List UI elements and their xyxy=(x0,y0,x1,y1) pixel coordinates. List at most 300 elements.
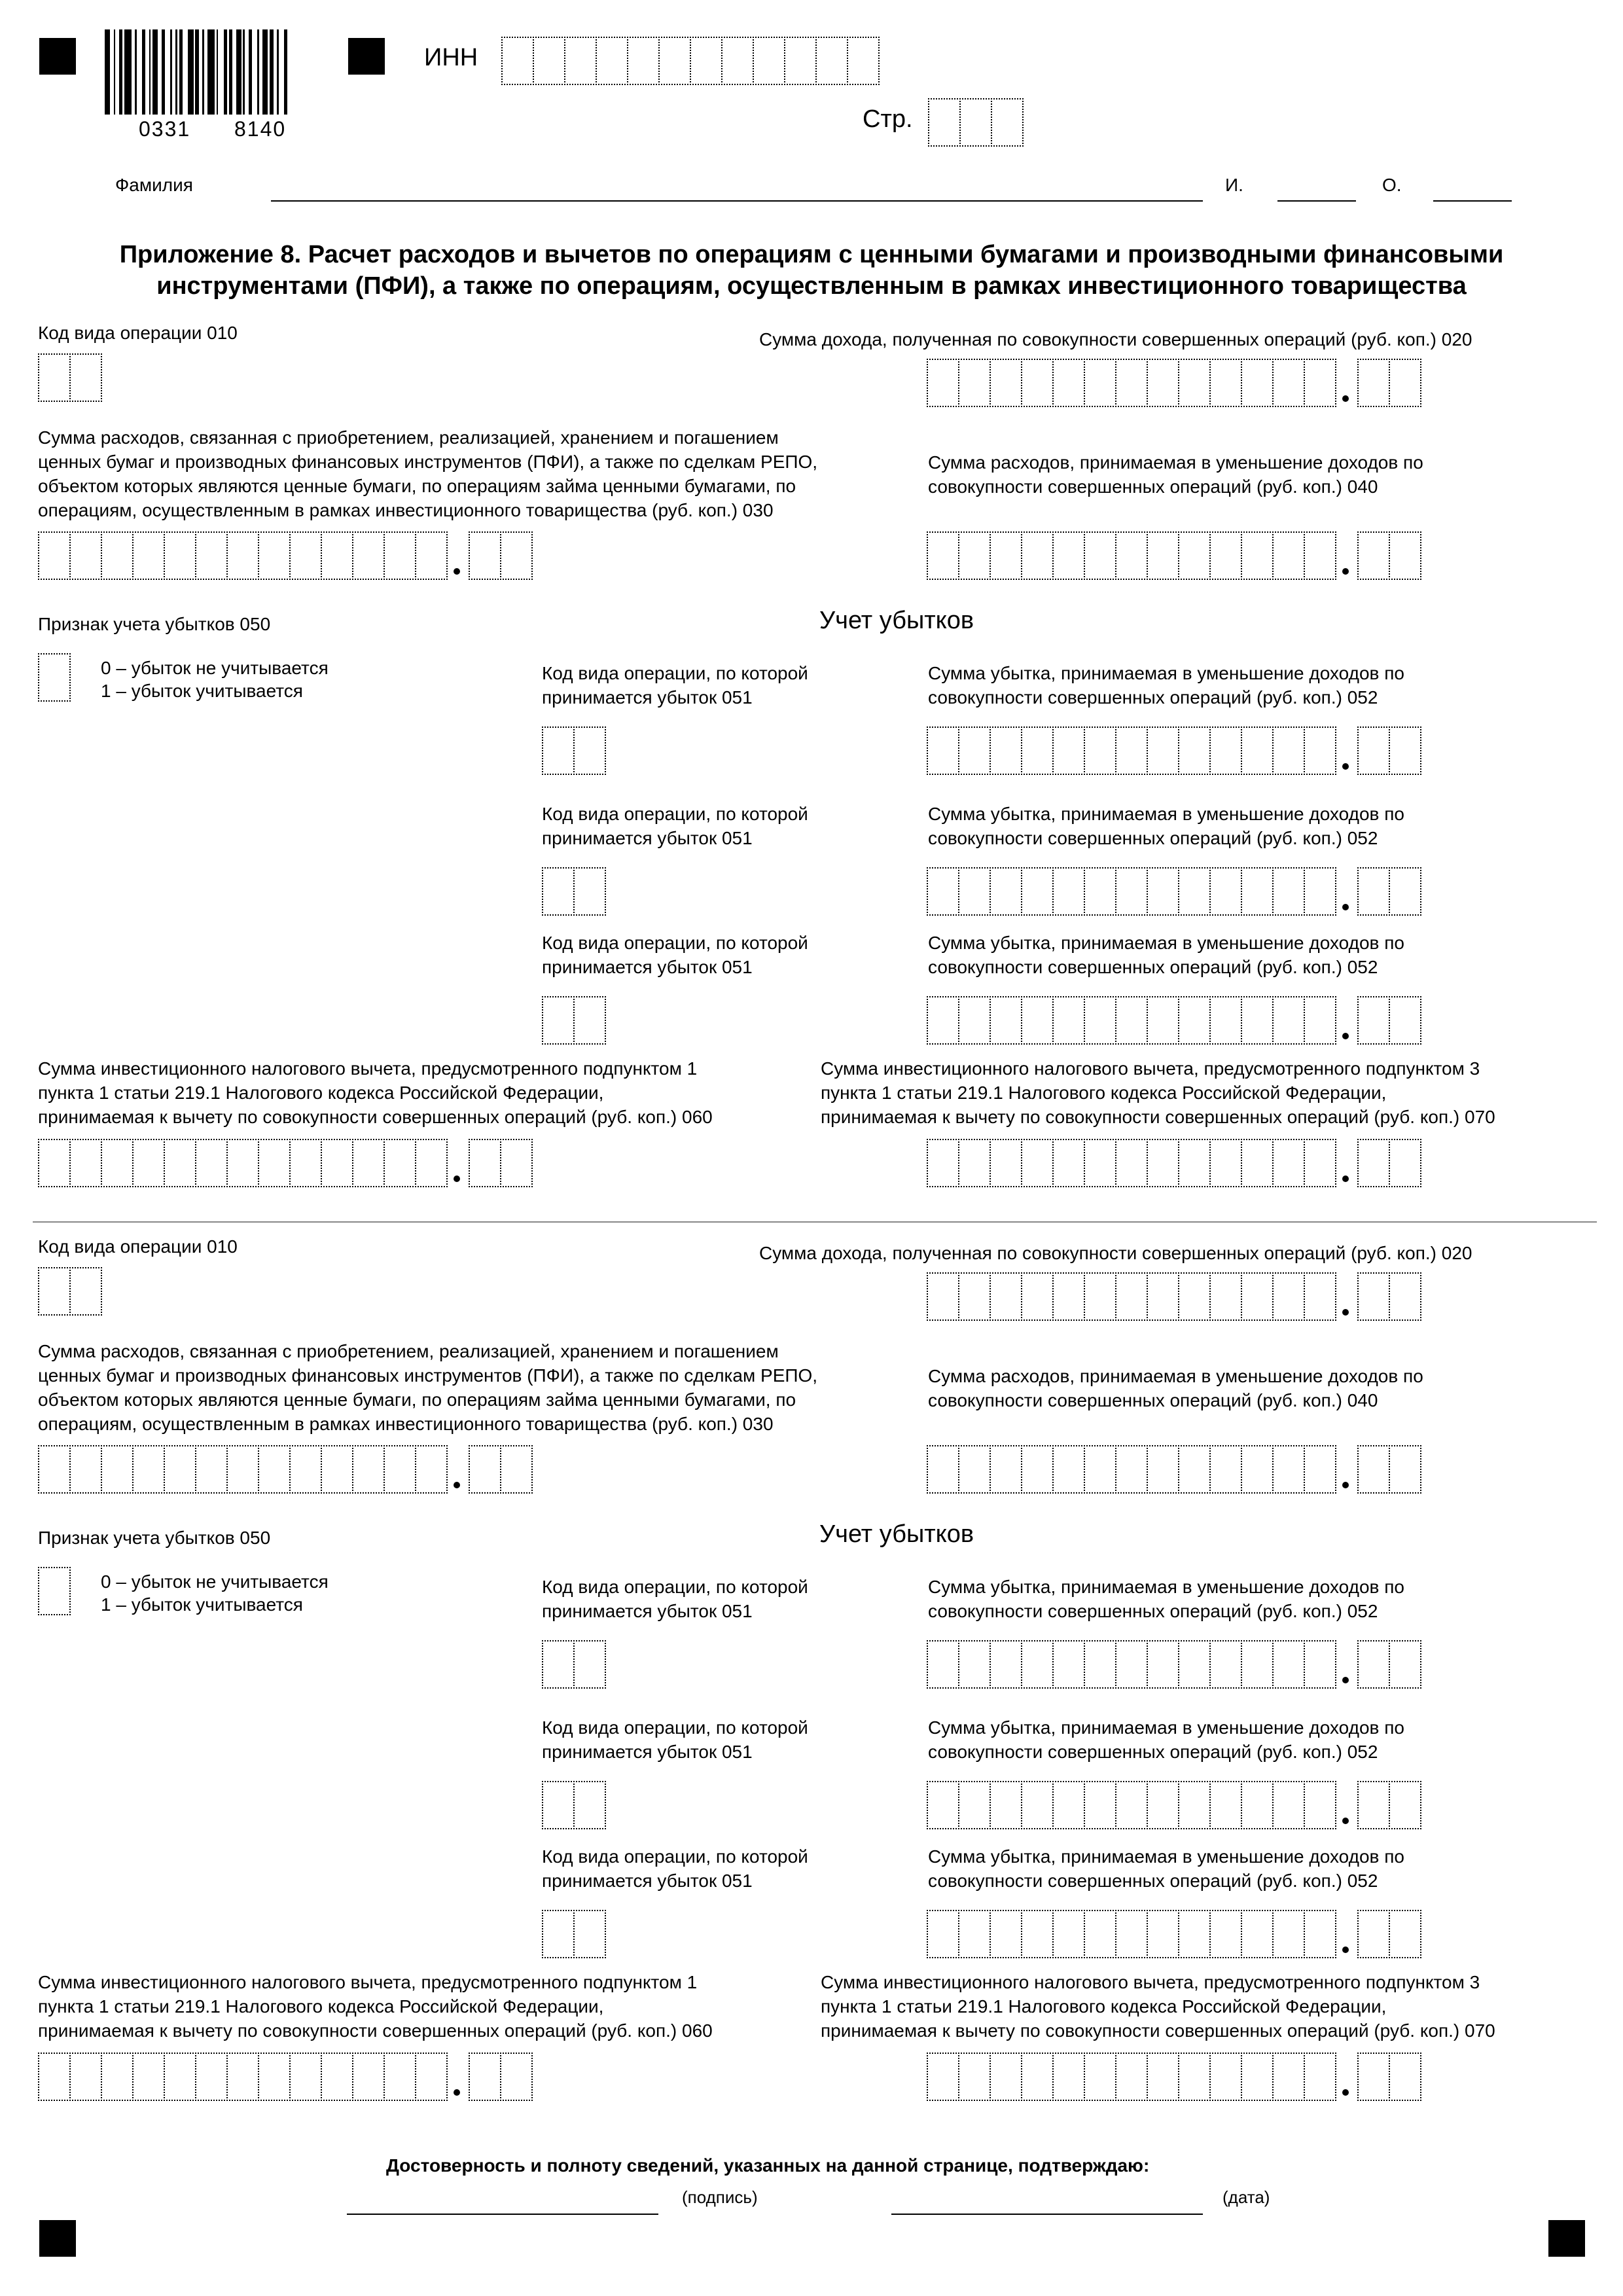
kop-cell[interactable] xyxy=(1357,867,1390,916)
rub-cell[interactable] xyxy=(1178,1445,1211,1494)
rub-cell[interactable] xyxy=(1304,1272,1336,1321)
rub-cell[interactable] xyxy=(321,1445,353,1494)
rub-cell[interactable] xyxy=(1272,1139,1305,1187)
input-cell[interactable] xyxy=(573,726,606,775)
kop-cell[interactable] xyxy=(1389,359,1421,407)
rub-cell[interactable] xyxy=(1052,1781,1085,1829)
kop-cell[interactable] xyxy=(1389,996,1421,1045)
rub-cell[interactable] xyxy=(1021,1640,1054,1689)
rub-cell[interactable] xyxy=(990,1272,1022,1321)
rub-cell[interactable] xyxy=(132,531,165,580)
rub-cell[interactable] xyxy=(1084,1139,1116,1187)
rub-cell[interactable] xyxy=(1021,996,1054,1045)
rub-cell[interactable] xyxy=(1272,531,1305,580)
expenses-030-field[interactable] xyxy=(38,531,531,580)
rub-cell[interactable] xyxy=(1178,867,1211,916)
rub-cell[interactable] xyxy=(289,1445,322,1494)
rub-cell[interactable] xyxy=(1147,996,1179,1045)
rub-cell[interactable] xyxy=(1272,1640,1305,1689)
op-code-010-field[interactable] xyxy=(38,1267,101,1316)
rub-cell[interactable] xyxy=(383,2053,416,2101)
rub-cell[interactable] xyxy=(927,996,959,1045)
rub-cell[interactable] xyxy=(226,1445,259,1494)
rub-cell[interactable] xyxy=(415,1445,448,1494)
loss-amount-052-field-1[interactable] xyxy=(927,1640,1420,1689)
input-cell[interactable] xyxy=(928,98,961,147)
rub-cell[interactable] xyxy=(1209,867,1242,916)
deduction-060-field[interactable] xyxy=(38,1139,531,1187)
rub-cell[interactable] xyxy=(258,2053,291,2101)
page-number-field[interactable] xyxy=(928,98,1022,147)
rub-cell[interactable] xyxy=(958,1139,991,1187)
rub-cell[interactable] xyxy=(38,531,71,580)
name-initial-field[interactable] xyxy=(1277,200,1356,202)
input-cell[interactable] xyxy=(690,37,722,85)
rub-cell[interactable] xyxy=(1209,359,1242,407)
input-cell[interactable] xyxy=(847,37,880,85)
rub-cell[interactable] xyxy=(1084,1272,1116,1321)
loss-flag-050-field[interactable] xyxy=(38,1567,69,1615)
loss-op-code-051-field-2[interactable] xyxy=(542,1781,605,1829)
rub-cell[interactable] xyxy=(1241,1910,1274,1958)
rub-cell[interactable] xyxy=(1241,1139,1274,1187)
rub-cell[interactable] xyxy=(1084,1445,1116,1494)
rub-cell[interactable] xyxy=(958,531,991,580)
rub-cell[interactable] xyxy=(258,1139,291,1187)
rub-cell[interactable] xyxy=(1241,726,1274,775)
loss-amount-052-field-3[interactable] xyxy=(927,1910,1420,1958)
rub-cell[interactable] xyxy=(1115,867,1148,916)
rub-cell[interactable] xyxy=(164,1445,196,1494)
rub-cell[interactable] xyxy=(1272,726,1305,775)
rub-cell[interactable] xyxy=(1178,726,1211,775)
rub-cell[interactable] xyxy=(1021,531,1054,580)
rub-cell[interactable] xyxy=(990,867,1022,916)
rub-cell[interactable] xyxy=(1021,359,1054,407)
date-line[interactable] xyxy=(891,2214,1203,2215)
input-cell[interactable] xyxy=(573,996,606,1045)
rub-cell[interactable] xyxy=(383,531,416,580)
rub-cell[interactable] xyxy=(1178,996,1211,1045)
rub-cell[interactable] xyxy=(289,1139,322,1187)
input-cell[interactable] xyxy=(596,37,628,85)
rub-cell[interactable] xyxy=(1147,1272,1179,1321)
rub-cell[interactable] xyxy=(132,1445,165,1494)
rub-cell[interactable] xyxy=(1021,1910,1054,1958)
surname-field[interactable] xyxy=(271,200,1203,202)
rub-cell[interactable] xyxy=(958,867,991,916)
kop-cell[interactable] xyxy=(469,1445,501,1494)
rub-cell[interactable] xyxy=(1052,2053,1085,2101)
kop-cell[interactable] xyxy=(1389,1139,1421,1187)
rub-cell[interactable] xyxy=(1272,996,1305,1045)
rub-cell[interactable] xyxy=(1052,1445,1085,1494)
kop-cell[interactable] xyxy=(1357,726,1390,775)
rub-cell[interactable] xyxy=(927,2053,959,2101)
rub-cell[interactable] xyxy=(1209,996,1242,1045)
rub-cell[interactable] xyxy=(927,1910,959,1958)
income-020-field[interactable] xyxy=(927,1272,1420,1321)
rub-cell[interactable] xyxy=(1052,996,1085,1045)
kop-cell[interactable] xyxy=(500,1445,533,1494)
rub-cell[interactable] xyxy=(321,531,353,580)
rub-cell[interactable] xyxy=(352,2053,385,2101)
rub-cell[interactable] xyxy=(195,1139,228,1187)
rub-cell[interactable] xyxy=(958,726,991,775)
expenses-040-field[interactable] xyxy=(927,1445,1420,1494)
rub-cell[interactable] xyxy=(1052,1640,1085,1689)
rub-cell[interactable] xyxy=(195,531,228,580)
rub-cell[interactable] xyxy=(1304,1139,1336,1187)
rub-cell[interactable] xyxy=(69,531,102,580)
input-cell[interactable] xyxy=(38,1267,71,1316)
rub-cell[interactable] xyxy=(1052,1272,1085,1321)
input-cell[interactable] xyxy=(501,37,534,85)
kop-cell[interactable] xyxy=(1357,1781,1390,1829)
rub-cell[interactable] xyxy=(1021,867,1054,916)
input-cell[interactable] xyxy=(542,996,575,1045)
rub-cell[interactable] xyxy=(321,2053,353,2101)
rub-cell[interactable] xyxy=(1178,2053,1211,2101)
rub-cell[interactable] xyxy=(1147,1781,1179,1829)
rub-cell[interactable] xyxy=(927,1445,959,1494)
input-cell[interactable] xyxy=(542,1910,575,1958)
inn-field[interactable] xyxy=(501,37,878,85)
rub-cell[interactable] xyxy=(258,1445,291,1494)
rub-cell[interactable] xyxy=(1084,726,1116,775)
rub-cell[interactable] xyxy=(1115,1910,1148,1958)
rub-cell[interactable] xyxy=(1209,726,1242,775)
rub-cell[interactable] xyxy=(1115,996,1148,1045)
input-cell[interactable] xyxy=(991,98,1024,147)
loss-op-code-051-field-2[interactable] xyxy=(542,867,605,916)
rub-cell[interactable] xyxy=(1052,359,1085,407)
rub-cell[interactable] xyxy=(1178,1640,1211,1689)
rub-cell[interactable] xyxy=(195,1445,228,1494)
rub-cell[interactable] xyxy=(1178,1910,1211,1958)
input-cell[interactable] xyxy=(69,1267,102,1316)
input-cell[interactable] xyxy=(38,653,71,702)
rub-cell[interactable] xyxy=(990,359,1022,407)
deduction-070-field[interactable] xyxy=(927,1139,1420,1187)
rub-cell[interactable] xyxy=(927,1640,959,1689)
rub-cell[interactable] xyxy=(415,1139,448,1187)
kop-cell[interactable] xyxy=(1389,1781,1421,1829)
rub-cell[interactable] xyxy=(352,531,385,580)
rub-cell[interactable] xyxy=(958,996,991,1045)
rub-cell[interactable] xyxy=(226,2053,259,2101)
rub-cell[interactable] xyxy=(289,531,322,580)
rub-cell[interactable] xyxy=(101,1139,134,1187)
input-cell[interactable] xyxy=(573,1640,606,1689)
patronymic-initial-field[interactable] xyxy=(1433,200,1512,202)
rub-cell[interactable] xyxy=(69,2053,102,2101)
rub-cell[interactable] xyxy=(958,1272,991,1321)
rub-cell[interactable] xyxy=(1147,1139,1179,1187)
rub-cell[interactable] xyxy=(958,2053,991,2101)
rub-cell[interactable] xyxy=(1272,1272,1305,1321)
rub-cell[interactable] xyxy=(958,1781,991,1829)
rub-cell[interactable] xyxy=(132,2053,165,2101)
rub-cell[interactable] xyxy=(958,359,991,407)
input-cell[interactable] xyxy=(815,37,848,85)
rub-cell[interactable] xyxy=(1084,1781,1116,1829)
rub-cell[interactable] xyxy=(927,1139,959,1187)
loss-flag-050-field[interactable] xyxy=(38,653,69,702)
rub-cell[interactable] xyxy=(990,1640,1022,1689)
rub-cell[interactable] xyxy=(164,1139,196,1187)
rub-cell[interactable] xyxy=(1304,1445,1336,1494)
rub-cell[interactable] xyxy=(352,1445,385,1494)
kop-cell[interactable] xyxy=(1357,996,1390,1045)
rub-cell[interactable] xyxy=(101,1445,134,1494)
kop-cell[interactable] xyxy=(1389,1272,1421,1321)
rub-cell[interactable] xyxy=(927,359,959,407)
rub-cell[interactable] xyxy=(352,1139,385,1187)
rub-cell[interactable] xyxy=(1052,867,1085,916)
input-cell[interactable] xyxy=(542,1781,575,1829)
kop-cell[interactable] xyxy=(1389,2053,1421,2101)
kop-cell[interactable] xyxy=(1389,1910,1421,1958)
input-cell[interactable] xyxy=(542,726,575,775)
rub-cell[interactable] xyxy=(1272,867,1305,916)
input-cell[interactable] xyxy=(573,1781,606,1829)
kop-cell[interactable] xyxy=(500,2053,533,2101)
loss-op-code-051-field-1[interactable] xyxy=(542,1640,605,1689)
rub-cell[interactable] xyxy=(1304,1781,1336,1829)
rub-cell[interactable] xyxy=(1084,531,1116,580)
kop-cell[interactable] xyxy=(1357,1910,1390,1958)
rub-cell[interactable] xyxy=(1272,1910,1305,1958)
rub-cell[interactable] xyxy=(1272,359,1305,407)
rub-cell[interactable] xyxy=(1304,1910,1336,1958)
rub-cell[interactable] xyxy=(226,1139,259,1187)
rub-cell[interactable] xyxy=(1115,2053,1148,2101)
rub-cell[interactable] xyxy=(1241,996,1274,1045)
rub-cell[interactable] xyxy=(101,531,134,580)
income-020-field[interactable] xyxy=(927,359,1420,407)
rub-cell[interactable] xyxy=(1052,1139,1085,1187)
rub-cell[interactable] xyxy=(1021,726,1054,775)
rub-cell[interactable] xyxy=(1052,726,1085,775)
rub-cell[interactable] xyxy=(1147,1910,1179,1958)
rub-cell[interactable] xyxy=(1209,1272,1242,1321)
loss-amount-052-field-2[interactable] xyxy=(927,867,1420,916)
rub-cell[interactable] xyxy=(990,1445,1022,1494)
input-cell[interactable] xyxy=(658,37,691,85)
rub-cell[interactable] xyxy=(164,2053,196,2101)
rub-cell[interactable] xyxy=(1115,1640,1148,1689)
rub-cell[interactable] xyxy=(1304,867,1336,916)
kop-cell[interactable] xyxy=(1389,531,1421,580)
rub-cell[interactable] xyxy=(1272,1445,1305,1494)
rub-cell[interactable] xyxy=(1304,359,1336,407)
kop-cell[interactable] xyxy=(1357,1445,1390,1494)
loss-op-code-051-field-1[interactable] xyxy=(542,726,605,775)
rub-cell[interactable] xyxy=(990,1910,1022,1958)
rub-cell[interactable] xyxy=(1115,1139,1148,1187)
rub-cell[interactable] xyxy=(1209,1640,1242,1689)
rub-cell[interactable] xyxy=(69,1139,102,1187)
rub-cell[interactable] xyxy=(1304,1640,1336,1689)
rub-cell[interactable] xyxy=(1304,2053,1336,2101)
rub-cell[interactable] xyxy=(1115,1272,1148,1321)
rub-cell[interactable] xyxy=(1084,1640,1116,1689)
kop-cell[interactable] xyxy=(1357,1139,1390,1187)
rub-cell[interactable] xyxy=(1178,531,1211,580)
rub-cell[interactable] xyxy=(958,1640,991,1689)
rub-cell[interactable] xyxy=(1115,726,1148,775)
rub-cell[interactable] xyxy=(1021,1781,1054,1829)
loss-op-code-051-field-3[interactable] xyxy=(542,996,605,1045)
rub-cell[interactable] xyxy=(1147,2053,1179,2101)
input-cell[interactable] xyxy=(573,867,606,916)
input-cell[interactable] xyxy=(69,353,102,402)
rub-cell[interactable] xyxy=(1241,2053,1274,2101)
rub-cell[interactable] xyxy=(1147,359,1179,407)
rub-cell[interactable] xyxy=(1209,1781,1242,1829)
input-cell[interactable] xyxy=(721,37,754,85)
kop-cell[interactable] xyxy=(1389,867,1421,916)
rub-cell[interactable] xyxy=(1209,1139,1242,1187)
rub-cell[interactable] xyxy=(1209,531,1242,580)
rub-cell[interactable] xyxy=(195,2053,228,2101)
signature-line[interactable] xyxy=(347,2214,658,2215)
rub-cell[interactable] xyxy=(1241,1640,1274,1689)
expenses-040-field[interactable] xyxy=(927,531,1420,580)
rub-cell[interactable] xyxy=(164,531,196,580)
op-code-010-field[interactable] xyxy=(38,353,101,402)
rub-cell[interactable] xyxy=(1021,2053,1054,2101)
rub-cell[interactable] xyxy=(1147,867,1179,916)
kop-cell[interactable] xyxy=(1389,1640,1421,1689)
rub-cell[interactable] xyxy=(383,1445,416,1494)
input-cell[interactable] xyxy=(38,353,71,402)
deduction-060-field[interactable] xyxy=(38,2053,531,2101)
rub-cell[interactable] xyxy=(415,531,448,580)
rub-cell[interactable] xyxy=(1052,1910,1085,1958)
rub-cell[interactable] xyxy=(258,531,291,580)
rub-cell[interactable] xyxy=(1241,1272,1274,1321)
expenses-030-field[interactable] xyxy=(38,1445,531,1494)
input-cell[interactable] xyxy=(533,37,565,85)
rub-cell[interactable] xyxy=(38,1445,71,1494)
rub-cell[interactable] xyxy=(321,1139,353,1187)
rub-cell[interactable] xyxy=(958,1910,991,1958)
rub-cell[interactable] xyxy=(1241,867,1274,916)
rub-cell[interactable] xyxy=(1021,1139,1054,1187)
rub-cell[interactable] xyxy=(1052,531,1085,580)
kop-cell[interactable] xyxy=(1389,1445,1421,1494)
kop-cell[interactable] xyxy=(469,1139,501,1187)
rub-cell[interactable] xyxy=(1241,1445,1274,1494)
rub-cell[interactable] xyxy=(1147,1640,1179,1689)
kop-cell[interactable] xyxy=(469,531,501,580)
rub-cell[interactable] xyxy=(990,996,1022,1045)
rub-cell[interactable] xyxy=(1178,359,1211,407)
rub-cell[interactable] xyxy=(1209,1445,1242,1494)
rub-cell[interactable] xyxy=(1272,2053,1305,2101)
rub-cell[interactable] xyxy=(990,531,1022,580)
rub-cell[interactable] xyxy=(1304,726,1336,775)
rub-cell[interactable] xyxy=(990,1139,1022,1187)
rub-cell[interactable] xyxy=(958,1445,991,1494)
rub-cell[interactable] xyxy=(927,726,959,775)
rub-cell[interactable] xyxy=(38,1139,71,1187)
input-cell[interactable] xyxy=(542,867,575,916)
input-cell[interactable] xyxy=(573,1910,606,1958)
rub-cell[interactable] xyxy=(1147,726,1179,775)
rub-cell[interactable] xyxy=(1115,359,1148,407)
rub-cell[interactable] xyxy=(927,867,959,916)
rub-cell[interactable] xyxy=(1115,1781,1148,1829)
rub-cell[interactable] xyxy=(1304,996,1336,1045)
rub-cell[interactable] xyxy=(1241,1781,1274,1829)
rub-cell[interactable] xyxy=(38,2053,71,2101)
kop-cell[interactable] xyxy=(1389,726,1421,775)
rub-cell[interactable] xyxy=(1084,1910,1116,1958)
input-cell[interactable] xyxy=(753,37,785,85)
kop-cell[interactable] xyxy=(500,1139,533,1187)
kop-cell[interactable] xyxy=(500,531,533,580)
rub-cell[interactable] xyxy=(101,2053,134,2101)
input-cell[interactable] xyxy=(784,37,817,85)
loss-amount-052-field-3[interactable] xyxy=(927,996,1420,1045)
kop-cell[interactable] xyxy=(1357,531,1390,580)
rub-cell[interactable] xyxy=(1115,1445,1148,1494)
kop-cell[interactable] xyxy=(1357,1272,1390,1321)
rub-cell[interactable] xyxy=(383,1139,416,1187)
kop-cell[interactable] xyxy=(469,2053,501,2101)
rub-cell[interactable] xyxy=(1241,531,1274,580)
rub-cell[interactable] xyxy=(1084,359,1116,407)
rub-cell[interactable] xyxy=(1084,867,1116,916)
loss-amount-052-field-1[interactable] xyxy=(927,726,1420,775)
rub-cell[interactable] xyxy=(1084,996,1116,1045)
input-cell[interactable] xyxy=(38,1567,71,1615)
kop-cell[interactable] xyxy=(1357,359,1390,407)
rub-cell[interactable] xyxy=(1021,1272,1054,1321)
input-cell[interactable] xyxy=(542,1640,575,1689)
input-cell[interactable] xyxy=(627,37,660,85)
rub-cell[interactable] xyxy=(415,2053,448,2101)
rub-cell[interactable] xyxy=(1241,359,1274,407)
kop-cell[interactable] xyxy=(1357,1640,1390,1689)
kop-cell[interactable] xyxy=(1357,2053,1390,2101)
rub-cell[interactable] xyxy=(289,2053,322,2101)
rub-cell[interactable] xyxy=(1272,1781,1305,1829)
rub-cell[interactable] xyxy=(927,1781,959,1829)
loss-amount-052-field-2[interactable] xyxy=(927,1781,1420,1829)
input-cell[interactable] xyxy=(564,37,597,85)
rub-cell[interactable] xyxy=(1178,1781,1211,1829)
rub-cell[interactable] xyxy=(990,1781,1022,1829)
rub-cell[interactable] xyxy=(1209,1910,1242,1958)
rub-cell[interactable] xyxy=(990,2053,1022,2101)
rub-cell[interactable] xyxy=(927,531,959,580)
loss-op-code-051-field-3[interactable] xyxy=(542,1910,605,1958)
rub-cell[interactable] xyxy=(990,726,1022,775)
rub-cell[interactable] xyxy=(1115,531,1148,580)
rub-cell[interactable] xyxy=(1021,1445,1054,1494)
deduction-070-field[interactable] xyxy=(927,2053,1420,2101)
rub-cell[interactable] xyxy=(927,1272,959,1321)
input-cell[interactable] xyxy=(959,98,992,147)
rub-cell[interactable] xyxy=(69,1445,102,1494)
rub-cell[interactable] xyxy=(1147,531,1179,580)
rub-cell[interactable] xyxy=(1178,1272,1211,1321)
rub-cell[interactable] xyxy=(1178,1139,1211,1187)
